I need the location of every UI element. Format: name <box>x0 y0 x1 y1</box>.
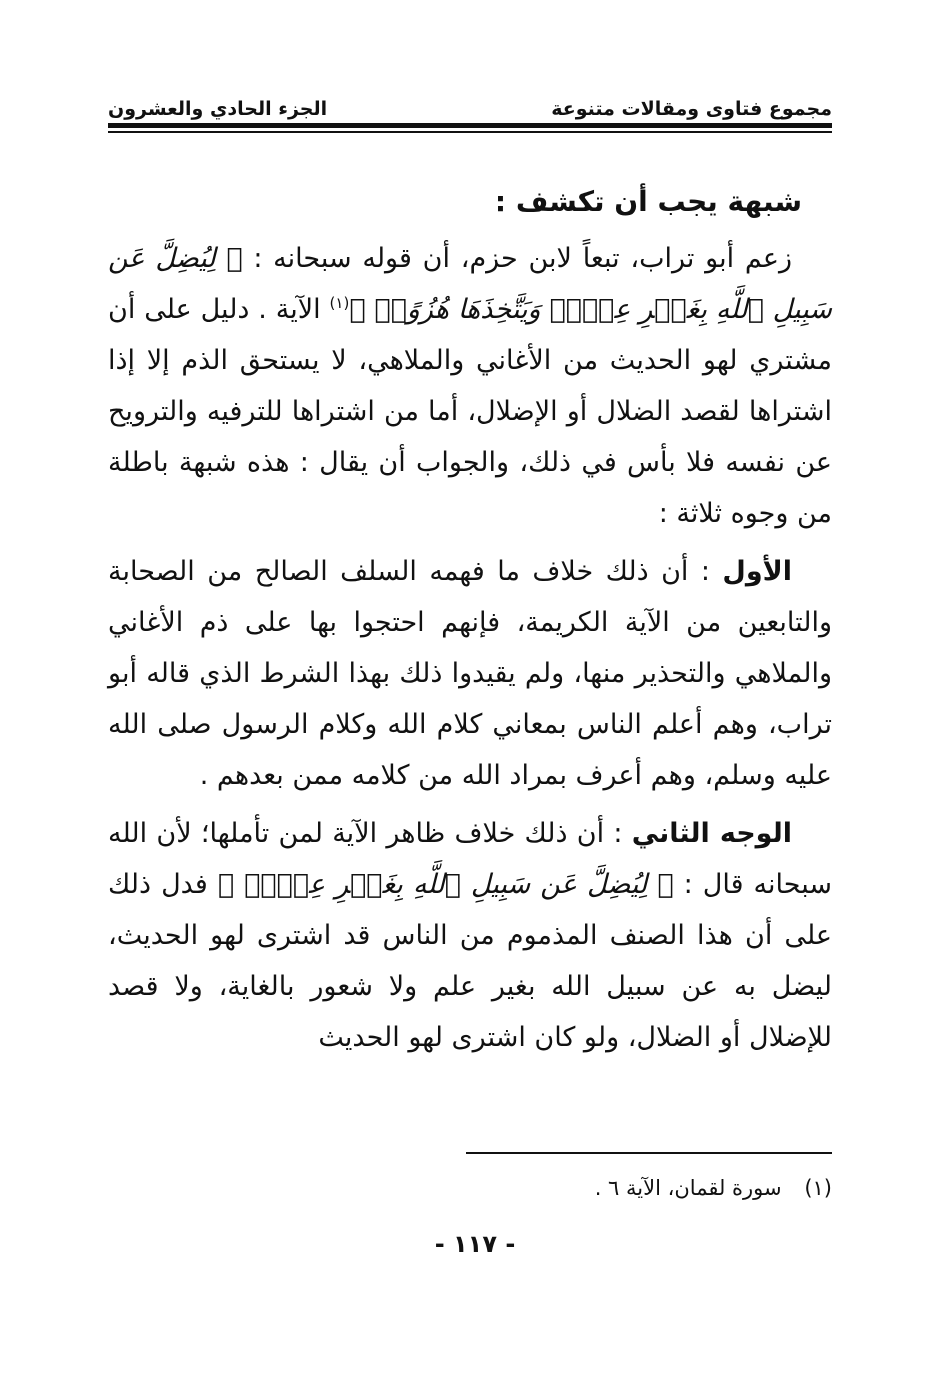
para1-text: الآية . دليل على أن مشتري لهو الحديث من الأغاني والملاهي، لا يستحق الذم إلا إذا اشتراها لقصد الضلال أو الإضلال، أما من اشتراها للترفيه والترويح عن نفسه فلا بأس في ذلك، والجواب أن يقال : هذه شبهة باطلة من وجوه ثلاثة : <box>108 294 832 529</box>
header-rule-thick <box>108 123 832 128</box>
header-rule-thin <box>108 131 832 133</box>
para3-text-2: فدل ذلك على أن هذا الصنف المذموم من الناس قد اشترى لهو الحديث، ليضل به عن سبيل الله بغير علم ولا شعور بالغاية، ولا قصد للإضلال أو الضلال، ولو كان اشترى لهو الحديث <box>108 869 832 1053</box>
running-header <box>108 86 832 120</box>
volume-label: الجزء الحادي والعشرون <box>108 98 328 120</box>
footnote-separator <box>466 1152 832 1154</box>
quran-verse-2: ﴿ لِيُضِلَّ عَن سَبِيلِ ٱللَّهِ بِغَيۡرِ عِلۡمٖ ﴾ <box>217 869 674 900</box>
paragraph-2 <box>108 546 832 801</box>
para3-lead: الوجه الثاني <box>631 818 792 849</box>
para2-lead: الأول <box>722 556 792 587</box>
section-title: شبهة يجب أن تكشف : <box>494 185 802 218</box>
paragraph-3 <box>108 808 832 1063</box>
main-text <box>108 176 832 1070</box>
paragraph-1 <box>108 233 832 539</box>
page-number: - ١١٧ - <box>434 1230 516 1258</box>
footnote-reference: (١) <box>329 294 350 312</box>
para2-text: : أن ذلك خلاف ما فهمه السلف الصالح من الصحابة والتابعين من الآية الكريمة، فإنهم احتجوا بها على ذم الأغاني والملاهي والتحذير منها، ولم يقيدوا ذلك بهذا الشرط الذي قاله أبو تراب، وهم أعلم الناس بمعاني كلام الله وكلام الرسول صلى الله عليه وسلم، وهم أعرف بمراد الله من كلامه ممن بعدهم . <box>108 556 832 791</box>
footnote <box>300 1176 832 1200</box>
footnote-number: (١) <box>804 1176 832 1200</box>
para1-intro: زعم أبو تراب، تبعاً لابن حزم، أن قوله سبحانه : <box>253 243 792 274</box>
para3-text-1: : أن ذلك خلاف ظاهر الآية لمن تأملها؛ لأن الله سبحانه قال : <box>108 818 832 900</box>
footnote-text: سورة لقمان، الآية ٦ . <box>594 1176 782 1200</box>
book-title: مجموع فتاوى ومقالات متنوعة <box>551 98 832 120</box>
quran-verse-1: ﴿ لِيُضِلَّ عَن سَبِيلِ ٱللَّهِ بِغَيۡرِ عِلۡمٖ وَيَتَّخِذَهَا هُزُوًاۚ ﴾ <box>108 243 832 325</box>
